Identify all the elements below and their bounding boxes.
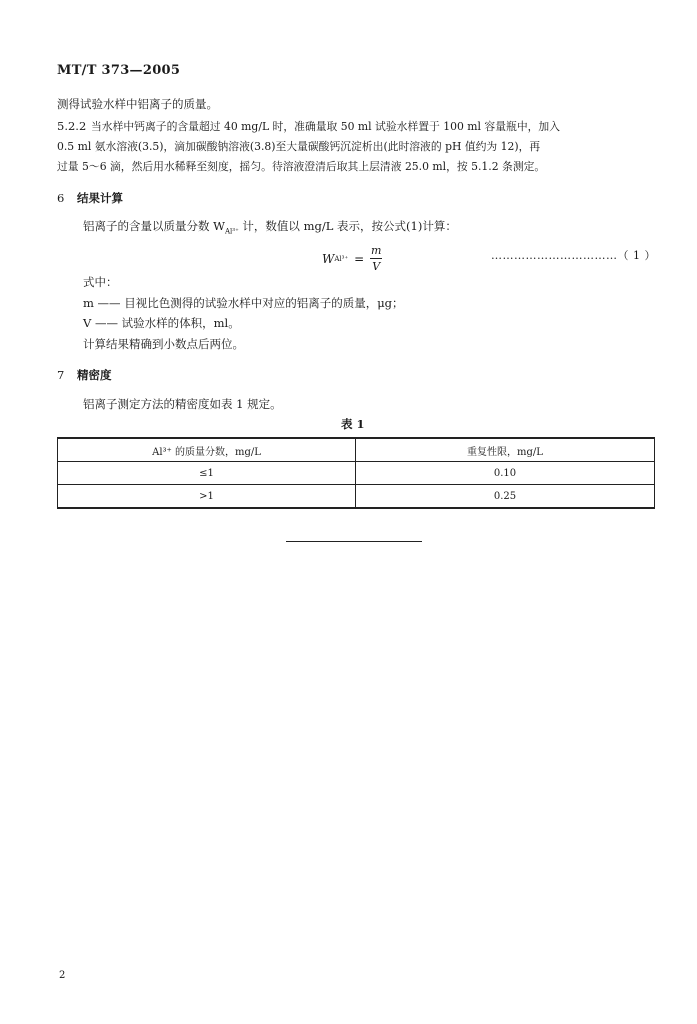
table-header-cell: 重复性限，mg/L (356, 438, 655, 462)
table-header-cell: Al³⁺ 的质量分数，mg/L (58, 438, 356, 462)
clause-522-text1: 当水样中钙离子的含量超过 40 mg/L 时，准确量取 50 ml 试验水样置于 100 ml 容量瓶中，加入 (91, 120, 561, 133)
formula-denominator: V (372, 260, 381, 273)
definition-v: V —— 试验水样的体积，ml。 (83, 316, 240, 330)
table-header-row (58, 438, 655, 462)
table-cell: ≤1 (58, 462, 356, 485)
clause-522-number: 5.2.2 (57, 119, 87, 133)
precision-table (57, 437, 655, 509)
clause-522-line3: 过量 5～6 滴，然后用水稀释至刻度，摇匀。待溶液澄清后取其上层清液 25.0 ml，按 5.1.2 条测定。 (57, 160, 546, 173)
clause-522-line2: 0.5 ml 氨水溶液(3.5)，滴加碳酸钠溶液(3.8)至大量碳酸钙沉淀析出(此时溶液的 pH 值约为 12)，再 (57, 140, 541, 153)
table-row (58, 485, 655, 509)
section-7-title: 精密度 (77, 368, 112, 382)
section-7-lead: 铝离子测定方法的精密度如表 1 规定。 (83, 397, 282, 411)
section-7-number: 7 (57, 368, 65, 382)
table-cell: 0.10 (356, 462, 655, 485)
section-6-heading (57, 190, 123, 206)
table-cell: 0.25 (356, 485, 655, 509)
table-row (58, 462, 655, 485)
section-6-lead (83, 219, 457, 238)
section-6-lead-a: 铝离子的含量以质量分数 W (83, 219, 225, 233)
table-cell: >1 (58, 485, 356, 509)
page-number: 2 (59, 970, 66, 981)
clause-522-line1 (57, 119, 560, 134)
formula-numerator: m (370, 244, 382, 257)
section-6-lead-b: 计，数值以 mg/L 表示，按公式(1)计算： (238, 219, 457, 233)
section-6-number: 6 (57, 191, 65, 205)
table-caption: 表 1 (341, 417, 365, 431)
formula-equals: = (354, 251, 365, 266)
formula-fraction (370, 244, 382, 273)
standard-id: MT/T 373—2005 (57, 63, 181, 78)
formula-1 (322, 244, 382, 273)
formula-number: ……………………………（ 1 ） (491, 249, 656, 262)
section-6-title: 结果计算 (77, 191, 123, 205)
where-label: 式中： (83, 275, 118, 289)
section-6-lead-sub: Al³⁺ (224, 227, 239, 236)
precision-note: 计算结果精确到小数点后两位。 (83, 337, 244, 351)
definition-m: m —— 目视比色测得的试验水样中对应的铝离子的质量，μg； (83, 296, 404, 310)
formula-lhs: W (322, 251, 335, 266)
intro-line: 测得试验水样中铝离子的质量。 (57, 97, 218, 111)
formula-lhs-sub: Al³⁺ (334, 254, 349, 263)
end-of-document-rule (286, 541, 422, 542)
section-7-heading (57, 367, 112, 383)
fraction-bar (370, 258, 382, 259)
